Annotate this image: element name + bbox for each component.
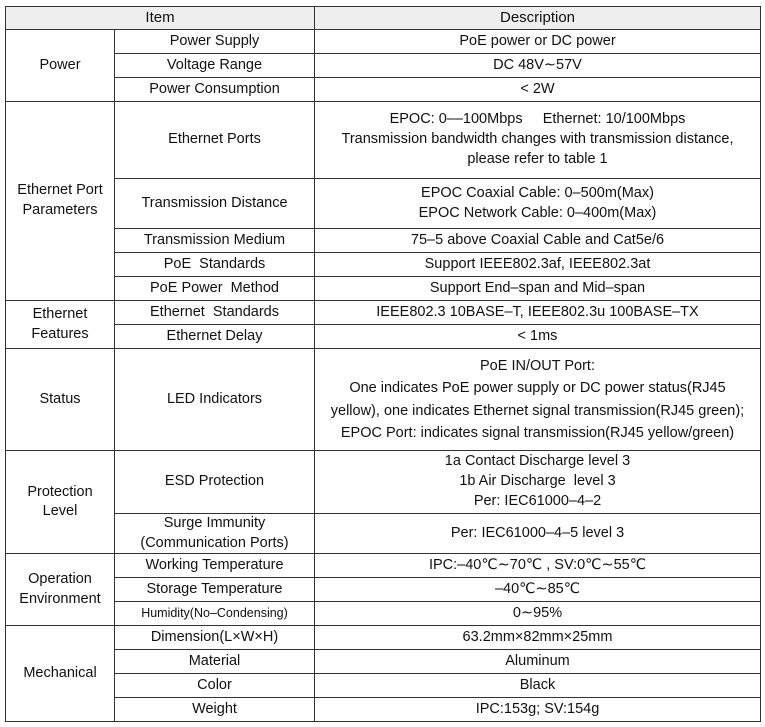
label-led-indicators: LED Indicators xyxy=(115,349,315,451)
led-line: One indicates PoE power supply or DC power status(RJ45 xyxy=(349,380,726,397)
group-ethernet-features-line2: Features xyxy=(31,325,89,342)
value-humidity: 0∼95% xyxy=(315,602,761,626)
distance-line: EPOC Network Cable: 0–400m(Max) xyxy=(418,204,657,221)
value-surge-immunity: Per: IEC61000–4–5 level 3 xyxy=(315,514,761,554)
label-working-temperature: Working Temperature xyxy=(115,554,315,578)
group-ethernet-port xyxy=(6,102,115,301)
group-ethernet-port-line2: Parameters xyxy=(22,202,98,218)
value-ethernet-ports xyxy=(315,102,761,179)
group-protection xyxy=(6,451,115,554)
esd-line: 1b Air Discharge level 3 xyxy=(459,473,616,490)
label-power-consumption: Power Consumption xyxy=(115,78,315,102)
value-esd-protection xyxy=(315,451,761,514)
label-ethernet-delay: Ethernet Delay xyxy=(115,325,315,349)
label-voltage-range: Voltage Range xyxy=(115,54,315,78)
value-working-temperature: IPC:–40℃∼70℃ , SV:0℃∼55℃ xyxy=(315,554,761,578)
label-poe-standards: PoE Standards xyxy=(115,253,315,277)
surge-label-line2: (Communication Ports) xyxy=(140,534,289,551)
group-operation-line2: Environment xyxy=(19,590,101,607)
header-item: Item xyxy=(6,7,315,30)
ethernet-ports-line: EPOC: 0––100Mbps Ethernet: 10/100Mbps xyxy=(389,111,686,128)
row-ethernet-delay xyxy=(6,325,761,349)
value-color: Black xyxy=(315,674,761,698)
group-ethernet-port-line1: Ethernet Port xyxy=(17,182,103,199)
row-led-indicators xyxy=(6,349,761,451)
label-material: Material xyxy=(115,650,315,674)
value-storage-temperature: –40℃∼85℃ xyxy=(315,578,761,602)
row-transmission-distance xyxy=(6,179,761,229)
label-color: Color xyxy=(115,674,315,698)
label-transmission-medium: Transmission Medium xyxy=(115,229,315,253)
row-esd-protection xyxy=(6,451,761,514)
row-storage-temperature xyxy=(6,578,761,602)
esd-line: Per: IEC61000–4–2 xyxy=(473,492,602,509)
label-humidity: Humidity(No–Condensing) xyxy=(115,602,315,626)
row-poe-power-method xyxy=(6,277,761,301)
row-poe-standards xyxy=(6,253,761,277)
label-ethernet-standards: Ethernet Standards xyxy=(115,301,315,325)
value-power-supply: PoE power or DC power xyxy=(315,30,761,54)
row-dimension xyxy=(6,626,761,650)
header-description: Description xyxy=(315,7,761,30)
header-row xyxy=(6,7,761,30)
value-transmission-medium: 75–5 above Coaxial Cable and Cat5e/6 xyxy=(315,229,761,253)
value-dimension: 63.2mm×82mm×25mm xyxy=(315,626,761,650)
value-poe-standards: Support IEEE802.3af, IEEE802.3at xyxy=(315,253,761,277)
distance-line: EPOC Coaxial Cable: 0–500m(Max) xyxy=(421,184,654,201)
label-poe-power-method: PoE Power Method xyxy=(115,277,315,301)
label-ethernet-ports: Ethernet Ports xyxy=(115,102,315,179)
label-transmission-distance: Transmission Distance xyxy=(115,179,315,229)
label-surge-immunity xyxy=(115,514,315,554)
row-voltage-range xyxy=(6,54,761,78)
group-power: Power xyxy=(6,30,115,102)
ethernet-ports-line: please refer to table 1 xyxy=(467,150,608,167)
esd-line: 1a Contact Discharge level 3 xyxy=(444,453,631,470)
group-status: Status xyxy=(6,349,115,451)
led-line: yellow), one indicates Ethernet signal transmission(RJ45 green); xyxy=(330,402,745,419)
group-ethernet-features xyxy=(6,301,115,349)
row-ethernet-ports xyxy=(6,102,761,179)
row-humidity xyxy=(6,602,761,626)
value-voltage-range: DC 48V∼57V xyxy=(315,54,761,78)
row-color xyxy=(6,674,761,698)
row-power-supply xyxy=(6,30,761,54)
row-weight xyxy=(6,698,761,722)
ethernet-ports-line: Transmission bandwidth changes with transmission distance, xyxy=(341,131,734,148)
value-ethernet-delay: < 1ms xyxy=(315,325,761,349)
value-power-consumption: < 2W xyxy=(315,78,761,102)
value-poe-power-method: Support End–span and Mid–span xyxy=(315,277,761,301)
label-weight: Weight xyxy=(115,698,315,722)
group-protection-line1: Protection xyxy=(27,483,93,500)
value-led-indicators xyxy=(315,349,761,451)
value-weight: IPC:153g; SV:154g xyxy=(315,698,761,722)
spec-table xyxy=(5,6,761,722)
label-power-supply: Power Supply xyxy=(115,30,315,54)
led-line: EPOC Port: indicates signal transmission(RJ45 yellow/green) xyxy=(340,424,735,441)
value-transmission-distance xyxy=(315,179,761,229)
group-ethernet-features-line1: Ethernet xyxy=(32,305,88,322)
row-material xyxy=(6,650,761,674)
surge-label-line1: Surge Immunity xyxy=(163,515,266,531)
value-material: Aluminum xyxy=(315,650,761,674)
group-operation xyxy=(6,554,115,626)
group-operation-line1: Operation xyxy=(28,571,92,588)
led-line: PoE IN/OUT Port: xyxy=(480,357,595,374)
row-working-temperature xyxy=(6,554,761,578)
group-mechanical: Mechanical xyxy=(6,626,115,722)
label-storage-temperature: Storage Temperature xyxy=(115,578,315,602)
value-ethernet-standards: IEEE802.3 10BASE–T, IEEE802.3u 100BASE–TX xyxy=(315,301,761,325)
row-ethernet-standards xyxy=(6,301,761,325)
row-power-consumption xyxy=(6,78,761,102)
row-surge-immunity xyxy=(6,514,761,554)
row-transmission-medium xyxy=(6,229,761,253)
label-dimension: Dimension(L×W×H) xyxy=(115,626,315,650)
group-protection-line2: Level xyxy=(42,503,78,520)
label-esd-protection: ESD Protection xyxy=(115,451,315,514)
